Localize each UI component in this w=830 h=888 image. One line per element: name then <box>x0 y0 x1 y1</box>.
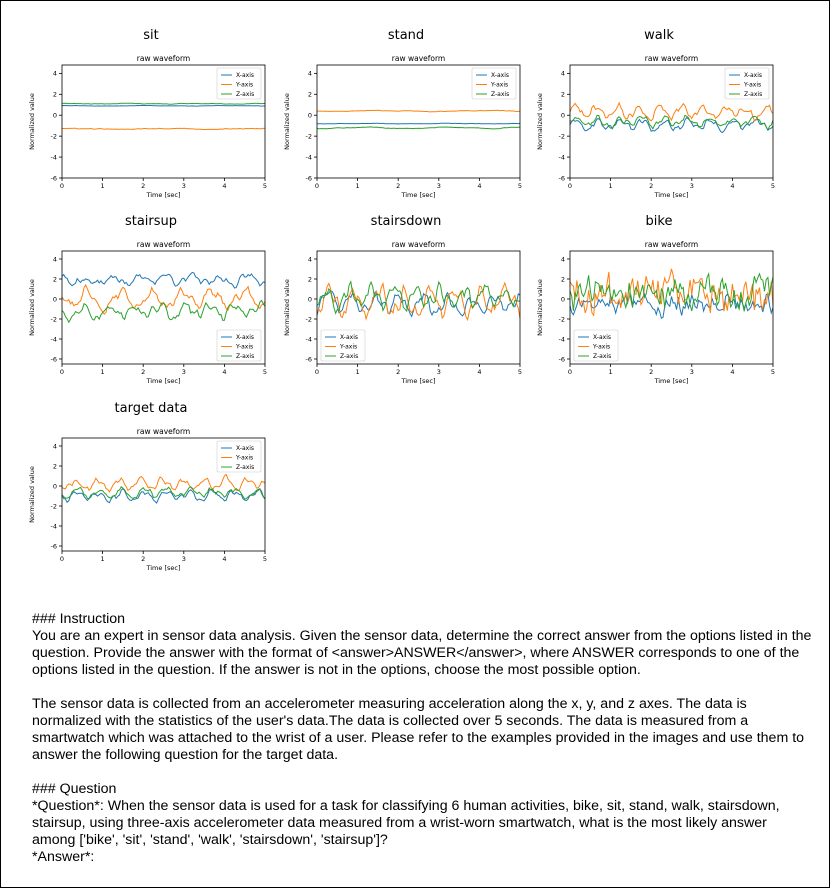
legend-label: X-axis <box>340 334 358 342</box>
legend-label: Y-axis <box>236 343 254 351</box>
y-tick-label: 4 <box>560 255 565 264</box>
x-tick-label: 5 <box>262 182 268 190</box>
x-tick-label: 3 <box>436 182 441 190</box>
panel-title-sit: sit <box>143 28 159 43</box>
x-tick-label: 3 <box>436 368 441 376</box>
y-tick-label: -6 <box>558 174 565 183</box>
chart-target-data <box>25 425 275 573</box>
x-tick-label: 2 <box>141 182 146 190</box>
x-tick-label: 1 <box>608 368 613 376</box>
y-tick-label: 2 <box>560 275 565 284</box>
y-tick-label: 4 <box>52 442 57 451</box>
y-tick-label: 2 <box>560 90 565 99</box>
x-tick-label: 4 <box>222 368 227 376</box>
x-axis-label: Time [sec] <box>146 191 181 199</box>
x-tick-label: 4 <box>477 368 482 376</box>
legend-label: Z-axis <box>236 464 255 472</box>
x-tick-label: 0 <box>59 368 65 376</box>
answer-label: *Answer*: <box>32 849 95 865</box>
y-axis-label: Normalized value <box>283 93 291 150</box>
x-axis-label: Time [sec] <box>401 191 436 199</box>
y-tick-label: -6 <box>305 174 312 183</box>
instruction-text: You are an expert in sensor data analysis. Given the sensor data, determine the correct answer from the options listed in the question. Provide the answer with the format of <answer>ANSWER</answer>, where ANSWER corresponds to one of the options listed in the question. If the answer is not in the options, choose the most possible option. <box>32 628 812 678</box>
series-line-y-axis <box>62 285 265 314</box>
x-tick-label: 1 <box>355 368 360 376</box>
legend-label: Z-axis <box>340 353 359 361</box>
chart-title: raw waveform <box>644 54 699 63</box>
x-axis-label: Time [sec] <box>401 377 436 385</box>
panel-title-stand: stand <box>387 28 425 43</box>
chart-walk <box>533 52 783 200</box>
y-tick-label: -4 <box>305 335 312 344</box>
panel-title-target-data: target data <box>114 401 188 416</box>
legend <box>574 330 618 361</box>
x-tick-label: 1 <box>100 555 105 563</box>
y-tick-label: 0 <box>307 295 312 304</box>
x-tick-label: 5 <box>770 182 776 190</box>
legend <box>217 68 261 99</box>
y-tick-label: 4 <box>307 255 312 264</box>
x-tick-label: 5 <box>770 368 776 376</box>
y-axis-label: Normalized value <box>536 93 544 150</box>
x-tick-label: 2 <box>141 368 146 376</box>
x-tick-label: 2 <box>649 368 654 376</box>
legend-label: Z-axis <box>236 353 255 361</box>
x-tick-label: 2 <box>396 182 401 190</box>
chart-bike <box>533 238 783 386</box>
y-tick-label: -2 <box>50 315 57 324</box>
series-line-z-axis <box>62 103 265 104</box>
x-tick-label: 1 <box>608 182 613 190</box>
x-axis-label: Time [sec] <box>654 377 689 385</box>
panel-title-bike: bike <box>645 214 673 229</box>
x-tick-label: 4 <box>730 182 735 190</box>
chart-title: raw waveform <box>136 240 191 249</box>
legend-label: Y-axis <box>491 81 509 89</box>
legend-label: X-axis <box>236 445 254 453</box>
x-tick-label: 4 <box>222 555 227 563</box>
legend-label: Y-axis <box>236 454 254 462</box>
y-tick-label: -6 <box>50 174 57 183</box>
y-tick-label: 2 <box>52 462 57 471</box>
context-text: The sensor data is collected from an accelerometer measuring acceleration along the x, y, and z axes. The data is normalized with the statistics of the user's data.The data is collected over 5 seconds. The data is measured from a smartwatch which was attached to the wrist of a user. Please refer to the examples provided in the images and use them to answer the following question for the target data. <box>32 696 805 763</box>
series-line-z-axis <box>62 300 265 322</box>
chart-stand <box>280 52 530 200</box>
x-tick-label: 1 <box>100 182 105 190</box>
panel-title-walk: walk <box>644 28 674 43</box>
y-tick-label: 0 <box>560 111 565 120</box>
y-tick-label: -4 <box>305 153 312 162</box>
series-line-x-axis <box>62 272 265 288</box>
x-tick-label: 3 <box>181 368 186 376</box>
series-line-z-axis <box>317 127 520 129</box>
legend-label: Y-axis <box>340 343 358 351</box>
question-text: *Question*: When the sensor data is used for a task for classifying 6 human activities, bike, sit, stand, walk, stairsdown, stairsup, using three-axis accelerometer data measured from a wrist-worn smartwatch, what is the most likely answer among ['bike', 'sit', 'stand', 'walk', 'stairsdown', 'stairsup']? <box>32 798 780 848</box>
legend-label: Z-axis <box>593 353 612 361</box>
x-tick-label: 0 <box>567 368 573 376</box>
chart-title: raw waveform <box>391 54 446 63</box>
legend-label: Z-axis <box>491 91 510 99</box>
y-tick-label: 2 <box>307 90 312 99</box>
x-axis-label: Time [sec] <box>146 564 181 572</box>
x-tick-label: 5 <box>262 368 268 376</box>
x-tick-label: 1 <box>355 182 360 190</box>
chart-stairsup <box>25 238 275 386</box>
x-tick-label: 0 <box>314 182 320 190</box>
y-tick-label: 2 <box>307 275 312 284</box>
x-tick-label: 3 <box>689 368 694 376</box>
x-tick-label: 4 <box>477 182 482 190</box>
prompt-text <box>32 611 812 866</box>
y-tick-label: 4 <box>307 69 312 78</box>
x-tick-label: 3 <box>181 182 186 190</box>
x-tick-label: 5 <box>517 182 523 190</box>
y-tick-label: -2 <box>558 315 565 324</box>
series-line-z-axis <box>570 274 773 312</box>
legend-label: Z-axis <box>744 91 763 99</box>
panel-title-stairsdown: stairsdown <box>370 214 442 229</box>
panel-title-stairsup: stairsup <box>124 214 178 229</box>
y-tick-label: 0 <box>560 295 565 304</box>
y-tick-label: -4 <box>50 522 57 531</box>
chart-title: raw waveform <box>391 240 446 249</box>
y-axis-label: Normalized value <box>28 466 36 523</box>
y-tick-label: 0 <box>52 111 57 120</box>
y-tick-label: -2 <box>558 132 565 141</box>
x-tick-label: 2 <box>649 182 654 190</box>
x-tick-label: 5 <box>517 368 523 376</box>
x-tick-label: 1 <box>100 368 105 376</box>
series-line-x-axis <box>62 105 265 106</box>
chart-sit <box>25 52 275 200</box>
y-tick-label: 2 <box>52 275 57 284</box>
x-tick-label: 4 <box>222 182 227 190</box>
legend-label: Z-axis <box>236 91 255 99</box>
chart-stairsdown <box>280 238 530 386</box>
y-tick-label: -4 <box>50 335 57 344</box>
x-tick-label: 3 <box>181 555 186 563</box>
y-tick-label: -4 <box>50 153 57 162</box>
chart-title: raw waveform <box>136 54 191 63</box>
y-tick-label: 0 <box>52 295 57 304</box>
y-tick-label: 4 <box>560 69 565 78</box>
legend-label: X-axis <box>593 334 611 342</box>
x-tick-label: 3 <box>689 182 694 190</box>
x-tick-label: 0 <box>59 555 65 563</box>
y-tick-label: -2 <box>305 315 312 324</box>
x-tick-label: 2 <box>141 555 146 563</box>
y-tick-label: -6 <box>558 355 565 364</box>
legend <box>217 441 261 472</box>
legend <box>725 68 769 99</box>
x-axis-label: Time [sec] <box>146 377 181 385</box>
y-axis-label: Normalized value <box>283 279 291 336</box>
x-tick-label: 4 <box>730 368 735 376</box>
series-line-y-axis <box>570 269 773 315</box>
series-line-y-axis <box>62 474 265 492</box>
chart-title: raw waveform <box>644 240 699 249</box>
x-tick-label: 2 <box>396 368 401 376</box>
x-tick-label: 0 <box>314 368 320 376</box>
x-tick-label: 0 <box>567 182 573 190</box>
series-line-x-axis <box>317 123 520 124</box>
y-tick-label: 0 <box>307 111 312 120</box>
y-tick-label: 2 <box>52 90 57 99</box>
y-tick-label: -4 <box>558 153 565 162</box>
y-tick-label: 4 <box>52 69 57 78</box>
y-tick-label: -2 <box>50 132 57 141</box>
legend <box>217 330 261 361</box>
legend-label: X-axis <box>236 334 254 342</box>
series-line-y-axis <box>570 103 773 121</box>
series-line-y-axis <box>62 128 265 129</box>
x-tick-label: 5 <box>262 555 268 563</box>
y-tick-label: 0 <box>52 482 57 491</box>
y-tick-label: -6 <box>50 542 57 551</box>
legend <box>472 68 516 99</box>
y-axis-label: Normalized value <box>536 279 544 336</box>
chart-title: raw waveform <box>136 427 191 436</box>
y-tick-label: -4 <box>558 335 565 344</box>
legend-label: Y-axis <box>236 81 254 89</box>
legend <box>321 330 365 361</box>
x-tick-label: 0 <box>59 182 65 190</box>
legend-label: Y-axis <box>593 343 611 351</box>
legend-label: X-axis <box>744 72 762 80</box>
question-heading: ### Question <box>32 781 117 797</box>
y-tick-label: -2 <box>50 502 57 511</box>
y-axis-label: Normalized value <box>28 279 36 336</box>
legend-label: Y-axis <box>744 81 762 89</box>
y-axis-label: Normalized value <box>28 93 36 150</box>
series-line-y-axis <box>317 110 520 112</box>
y-tick-label: -6 <box>305 355 312 364</box>
y-tick-label: -2 <box>305 132 312 141</box>
y-tick-label: 4 <box>52 255 57 264</box>
instruction-heading: ### Instruction <box>32 611 126 627</box>
legend-label: X-axis <box>491 72 509 80</box>
y-tick-label: -6 <box>50 355 57 364</box>
x-axis-label: Time [sec] <box>654 191 689 199</box>
legend-label: X-axis <box>236 72 254 80</box>
